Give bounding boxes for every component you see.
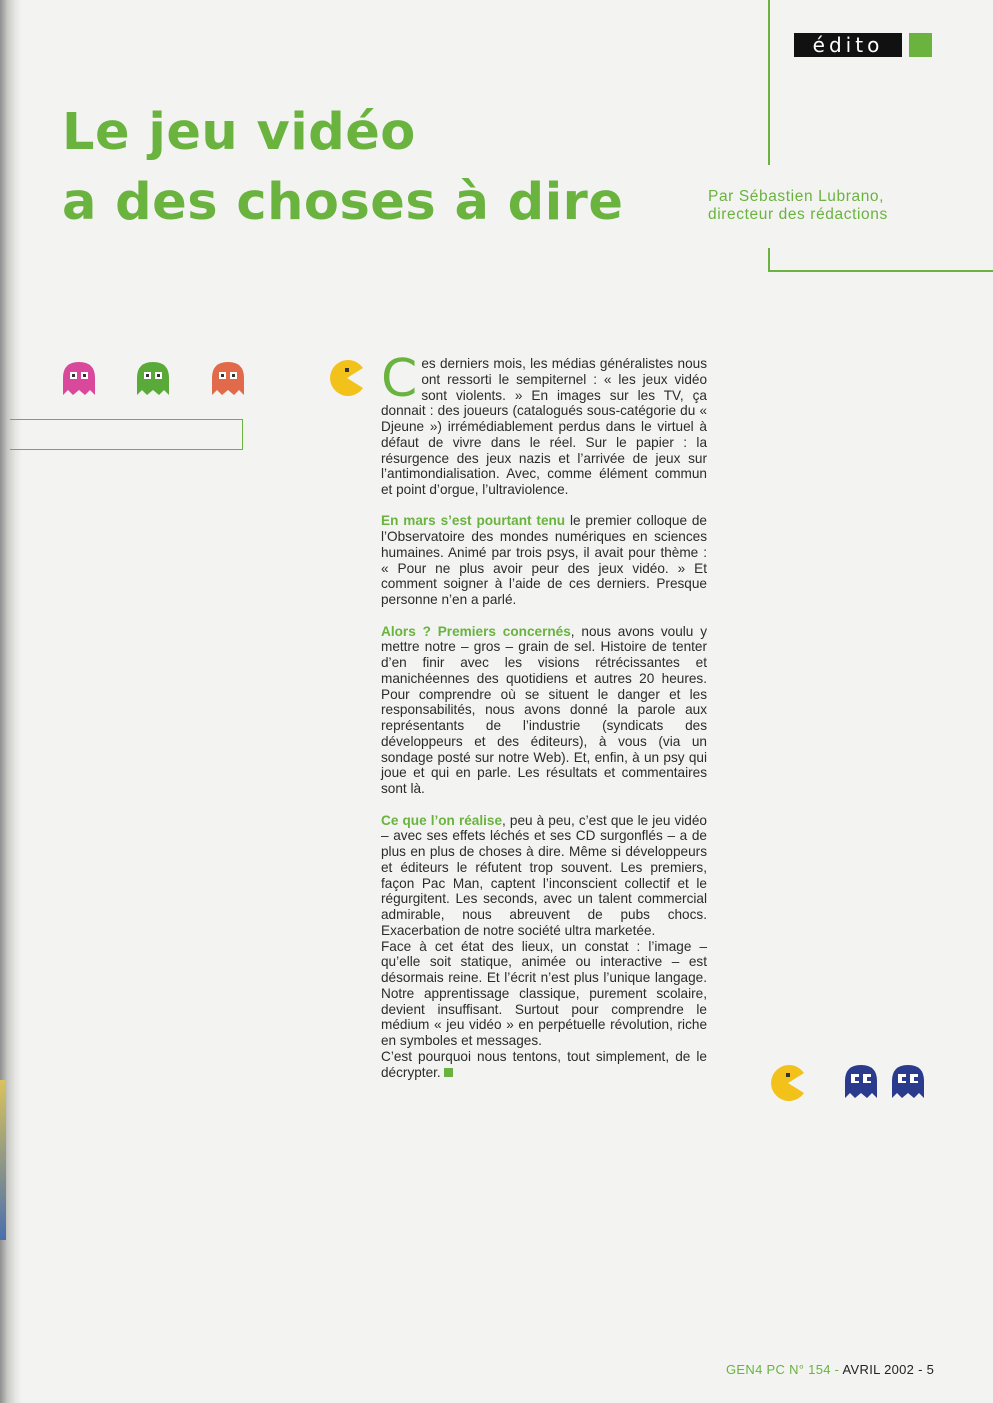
- page-footer: [726, 1362, 934, 1377]
- section-label: édito: [794, 33, 902, 57]
- paragraph-3-text: , nous avons voulu y mettre notre – gros – grain de sel. Histoire de tenter d’en finir avec les visions rétrécissantes et manichéennes des quotidiens et autres 20 heures. Pour comprendre où se situent le danger et les responsabilités, nous avons donné la parole aux représentants de l’industrie (syndicats des développeurs et des éditeurs), à vous (via un sondage posté sur notre Web). Et, enfin, à un psy qui joue et qui en parle. Les résultats et commentaires sont là.: [381, 623, 708, 797]
- paragraph-1-text: es derniers mois, les médias généralistes nous ont ressorti le sempiternel : « les jeux vidéo sont violents. » En images sur les TV, ça donnait : des joueurs (catalogués sous-catégorie du « Djeune ») irrémédiablement perdus dans le virtuel à défaut de vivre dans le réel. Sur le papier : la résurgence des jeux nazis et l’arrivée de jeux sur l’antimondialisation. Avec, comme élément commun et point d’orgue, l’ultraviolence.: [381, 356, 707, 497]
- section-label-square: [909, 33, 932, 57]
- paragraph-4: [381, 813, 707, 939]
- byline-author: Par Sébastien Lubrano,: [708, 188, 885, 205]
- end-mark-icon: [444, 1068, 453, 1077]
- footer-date-page: AVRIL 2002 - 5: [842, 1362, 935, 1377]
- paragraph-2-lead: En mars s’est pourtant tenu: [381, 513, 566, 529]
- binding-color-strip: [0, 1080, 6, 1240]
- byline: [708, 188, 888, 224]
- pacman-icon: [769, 1064, 807, 1102]
- paragraph-2-text: le premier colloque de l’Observatoire des mondes numériques en sciences humaines. Animé par trois psys, il avait pour thème : « Pour ne plus avoir peur des jeux vidéo. » Et comment soigner à l’aide de ces derniers. Presque personne n’en a parlé.: [381, 513, 707, 608]
- pink-ghost-icon: [60, 359, 98, 397]
- paragraph-5: Face à cet état des lieux, un constat : l’image – qu’elle soit statique, animée ou interactive – est désormais reine. Et l’écrit n’est plus l’unique langage. Notre apprentissage classique, purement scolaire, devient insuffisant. Surtout pour comprendre le médium « jeu vidéo » en perpétuelle révolution, riche en symboles et messages.: [381, 938, 707, 1049]
- orange-ghost-icon: [209, 359, 247, 397]
- paragraph-2: [381, 513, 707, 608]
- pacman-icon: [328, 359, 366, 397]
- paragraph-1: [381, 349, 707, 498]
- decorative-green-box: [10, 419, 243, 450]
- byline-role: directeur des rédactions: [708, 206, 888, 223]
- blue-ghost-icon: [842, 1062, 880, 1100]
- blue-ghost-icon: [889, 1062, 927, 1100]
- drop-cap: C: [381, 349, 418, 409]
- paragraph-6: [381, 1049, 707, 1081]
- frame-line-horizontal: [768, 270, 993, 272]
- paragraph-4-lead: Ce que l’on réalise: [381, 812, 503, 828]
- frame-line-vertical-lower: [768, 248, 770, 272]
- frame-line-vertical-top: [768, 0, 770, 165]
- paragraph-3-lead: Alors ? Premiers concernés: [381, 623, 571, 639]
- article-body: [381, 349, 708, 1080]
- paragraph-3: [381, 624, 707, 797]
- paragraph-6-text: C’est pourquoi nous tentons, tout simplement, de le décrypter.: [381, 1048, 707, 1080]
- page-title: [62, 98, 623, 238]
- footer-magazine: GEN4 PC N° 154 -: [726, 1362, 840, 1377]
- title-line-1: Le jeu vidéo: [62, 103, 416, 162]
- green-ghost-icon: [134, 359, 172, 397]
- paragraph-4-text: , peu à peu, c’est que le jeu vidéo – avec ses effets léchés et ses CD surgonflés – a de plus en plus de choses à dire. Même si développeurs et éditeurs le réfutent trop souvent. Les premiers, façon Pac Man, captent l’inconscient collectif et le régurgitent. Les seconds, avec un talent commercial admirable, nous abreuvent de pubs chocs. Exacerbation de notre société ultra marketée.: [381, 812, 707, 938]
- title-line-2: a des choses à dire: [62, 173, 624, 232]
